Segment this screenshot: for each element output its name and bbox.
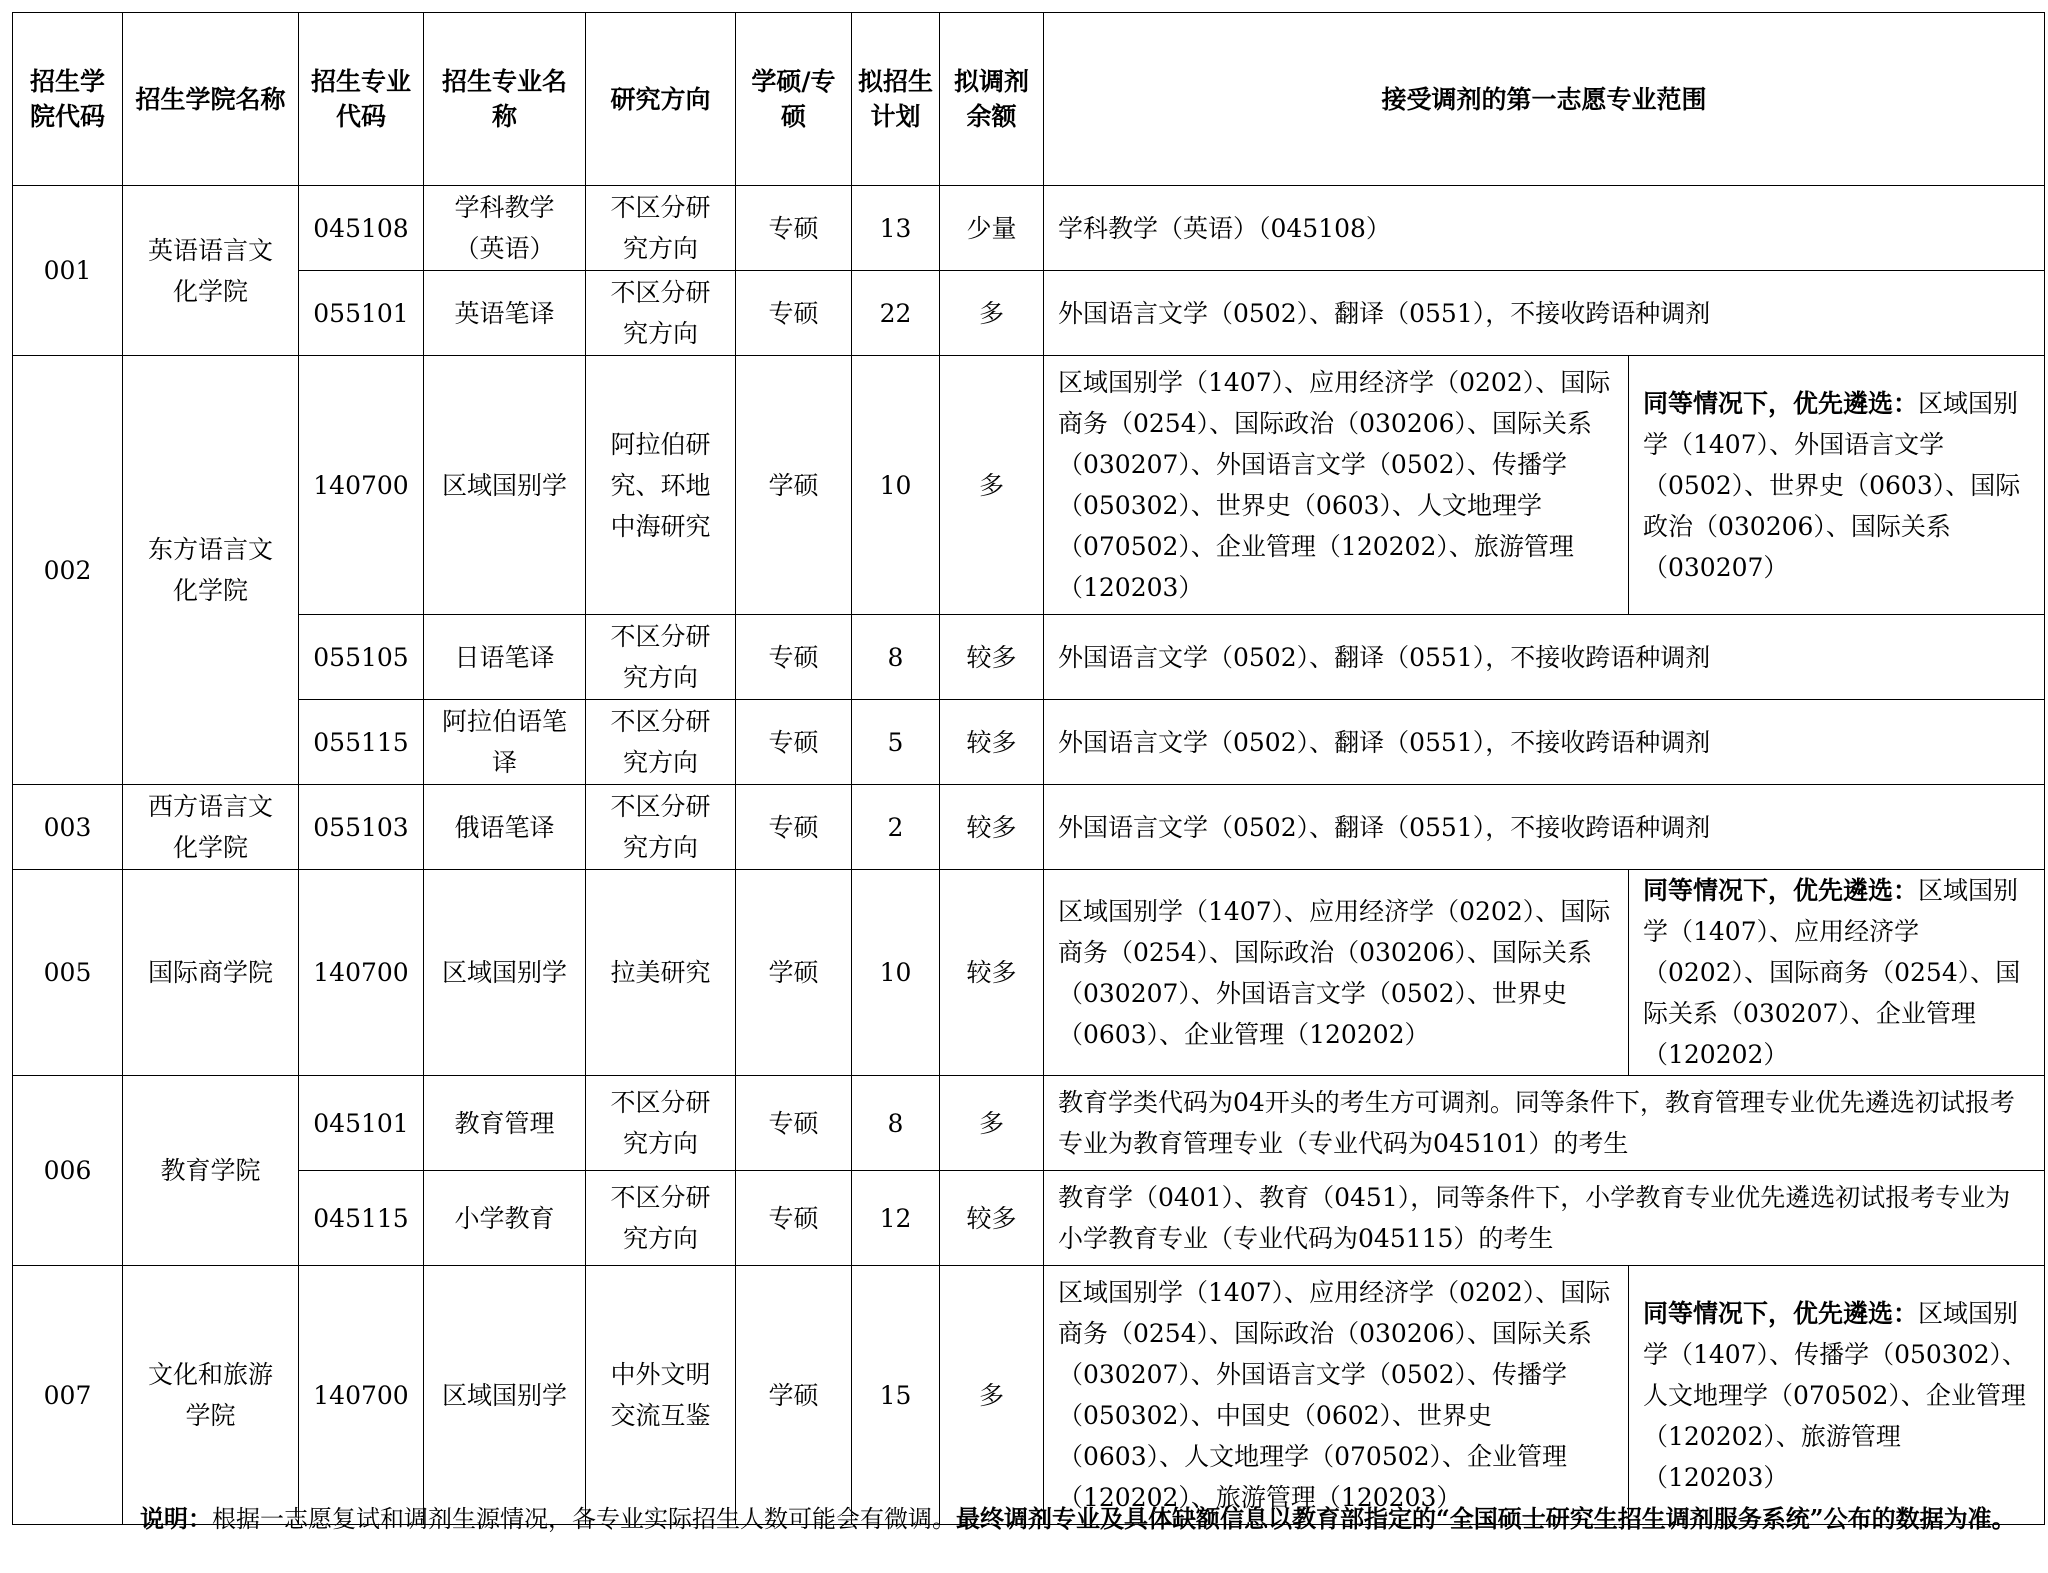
major-name: 俄语笔译 bbox=[424, 785, 586, 870]
major-name: 区域国别学 bbox=[424, 1266, 586, 1525]
college-name: 西方语言文化学院 bbox=[123, 785, 299, 870]
plan: 10 bbox=[852, 870, 940, 1076]
major-name: 区域国别学 bbox=[424, 870, 586, 1076]
college-name: 教育学院 bbox=[123, 1076, 299, 1266]
degree-type: 学硕 bbox=[736, 356, 852, 615]
remaining: 少量 bbox=[940, 186, 1044, 271]
direction: 阿拉伯研究、环地中海研究 bbox=[586, 356, 736, 615]
degree-type: 专硕 bbox=[736, 700, 852, 785]
table-row bbox=[13, 1076, 2045, 1171]
remaining: 多 bbox=[940, 271, 1044, 356]
header-row bbox=[13, 13, 2045, 186]
header-direction: 研究方向 bbox=[586, 13, 736, 186]
direction: 不区分研究方向 bbox=[586, 785, 736, 870]
remaining: 较多 bbox=[940, 615, 1044, 700]
major-code: 055101 bbox=[299, 271, 424, 356]
degree-type: 专硕 bbox=[736, 186, 852, 271]
header-plan: 拟招生计划 bbox=[852, 13, 940, 186]
table-row bbox=[13, 700, 2045, 785]
table-row bbox=[13, 870, 2045, 1076]
table-row bbox=[13, 1171, 2045, 1266]
major-code: 055103 bbox=[299, 785, 424, 870]
remaining: 多 bbox=[940, 1266, 1044, 1525]
priority bbox=[1629, 356, 2045, 615]
table-row bbox=[13, 186, 2045, 271]
degree-type: 专硕 bbox=[736, 1076, 852, 1171]
college-code: 002 bbox=[13, 356, 123, 785]
scope: 区域国别学（1407）、应用经济学（0202）、国际商务（0254）、国际政治（030206）、国际关系（030207）、外国语言文学（0502）、世界史（0603）、企业管理（120202） bbox=[1044, 870, 1629, 1076]
college-name: 文化和旅游学院 bbox=[123, 1266, 299, 1525]
scope: 区域国别学（1407）、应用经济学（0202）、国际商务（0254）、国际政治（030206）、国际关系（030207）、外国语言文学（0502）、传播学（050302）、中国史（0602）、世界史（0603）、人文地理学（070502）、企业管理（120202）、旅游管理（120203） bbox=[1044, 1266, 1629, 1525]
priority-text: 区域国别学（1407）、外国语言文学（0502）、世界史（0603）、国际政治（030206）、国际关系（030207） bbox=[1643, 388, 2021, 582]
footnote-label: 说明： bbox=[140, 1504, 212, 1533]
plan: 13 bbox=[852, 186, 940, 271]
college-name: 国际商学院 bbox=[123, 870, 299, 1076]
scope: 外国语言文学（0502）、翻译（0551），不接收跨语种调剂 bbox=[1044, 700, 2045, 785]
major-code: 140700 bbox=[299, 870, 424, 1076]
priority-label: 同等情况下，优先遴选： bbox=[1643, 388, 1919, 418]
priority-label: 同等情况下，优先遴选： bbox=[1643, 876, 1919, 905]
priority-label: 同等情况下，优先遴选： bbox=[1643, 1298, 1919, 1328]
scope: 外国语言文学（0502）、翻译（0551），不接收跨语种调剂 bbox=[1044, 271, 2045, 356]
degree-type: 专硕 bbox=[736, 615, 852, 700]
table-row bbox=[13, 785, 2045, 870]
college-code: 001 bbox=[13, 186, 123, 356]
major-name: 教育管理 bbox=[424, 1076, 586, 1171]
priority bbox=[1629, 1266, 2045, 1525]
college-code: 003 bbox=[13, 785, 123, 870]
header-degree-type: 学硕/专硕 bbox=[736, 13, 852, 186]
plan: 15 bbox=[852, 1266, 940, 1525]
major-code: 045108 bbox=[299, 186, 424, 271]
header-college-code: 招生学院代码 bbox=[13, 13, 123, 186]
direction: 不区分研究方向 bbox=[586, 1076, 736, 1171]
direction: 不区分研究方向 bbox=[586, 186, 736, 271]
header-major-name: 招生专业名称 bbox=[424, 13, 586, 186]
college-name: 东方语言文化学院 bbox=[123, 356, 299, 785]
priority bbox=[1629, 870, 2045, 1076]
degree-type: 专硕 bbox=[736, 1171, 852, 1266]
footnote-text: 根据一志愿复试和调剂生源情况，各专业实际招生人数可能会有微调。 bbox=[212, 1505, 956, 1533]
college-code: 006 bbox=[13, 1076, 123, 1266]
adjustment-table bbox=[12, 12, 2045, 1525]
direction: 不区分研究方向 bbox=[586, 1171, 736, 1266]
plan: 12 bbox=[852, 1171, 940, 1266]
header-remaining: 拟调剂余额 bbox=[940, 13, 1044, 186]
plan: 22 bbox=[852, 271, 940, 356]
table-row bbox=[13, 356, 2045, 615]
header-college-name: 招生学院名称 bbox=[123, 13, 299, 186]
remaining: 多 bbox=[940, 356, 1044, 615]
major-name: 学科教学（英语） bbox=[424, 186, 586, 271]
footnote-bold-text: 最终调剂专业及具体缺额信息以教育部指定的“全国硕士研究生招生调剂服务系统”公布的数据为准。 bbox=[956, 1504, 2016, 1533]
degree-type: 专硕 bbox=[736, 271, 852, 356]
footnote bbox=[140, 1502, 2030, 1536]
college-name: 英语语言文化学院 bbox=[123, 186, 299, 356]
major-name: 小学教育 bbox=[424, 1171, 586, 1266]
scope: 学科教学（英语）（045108） bbox=[1044, 186, 2045, 271]
major-code: 140700 bbox=[299, 356, 424, 615]
remaining: 多 bbox=[940, 1076, 1044, 1171]
major-code: 140700 bbox=[299, 1266, 424, 1525]
plan: 2 bbox=[852, 785, 940, 870]
major-code: 045101 bbox=[299, 1076, 424, 1171]
major-name: 英语笔译 bbox=[424, 271, 586, 356]
direction: 不区分研究方向 bbox=[586, 271, 736, 356]
plan: 8 bbox=[852, 615, 940, 700]
degree-type: 学硕 bbox=[736, 870, 852, 1076]
plan: 10 bbox=[852, 356, 940, 615]
priority-text: 区域国别学（1407）、传播学（050302）、人文地理学（070502）、企业管理（120202）、旅游管理（120203） bbox=[1643, 1298, 2028, 1492]
major-name: 区域国别学 bbox=[424, 356, 586, 615]
direction: 不区分研究方向 bbox=[586, 700, 736, 785]
scope: 外国语言文学（0502）、翻译（0551），不接收跨语种调剂 bbox=[1044, 785, 2045, 870]
direction: 中外文明交流互鉴 bbox=[586, 1266, 736, 1525]
degree-type: 学硕 bbox=[736, 1266, 852, 1525]
plan: 8 bbox=[852, 1076, 940, 1171]
scope: 区域国别学（1407）、应用经济学（0202）、国际商务（0254）、国际政治（030206）、国际关系（030207）、外国语言文学（0502）、传播学（050302）、世界史（0603）、人文地理学（070502）、企业管理（120202）、旅游管理（120203） bbox=[1044, 356, 1629, 615]
major-name: 阿拉伯语笔译 bbox=[424, 700, 586, 785]
major-code: 055105 bbox=[299, 615, 424, 700]
header-scope: 接受调剂的第一志愿专业范围 bbox=[1044, 13, 2045, 186]
remaining: 较多 bbox=[940, 700, 1044, 785]
college-code: 005 bbox=[13, 870, 123, 1076]
plan: 5 bbox=[852, 700, 940, 785]
scope: 教育学（0401）、教育（0451），同等条件下，小学教育专业优先遴选初试报考专业为小学教育专业（专业代码为045115）的考生 bbox=[1044, 1171, 2045, 1266]
remaining: 较多 bbox=[940, 1171, 1044, 1266]
major-code: 055115 bbox=[299, 700, 424, 785]
direction: 不区分研究方向 bbox=[586, 615, 736, 700]
table-row bbox=[13, 1266, 2045, 1525]
remaining: 较多 bbox=[940, 870, 1044, 1076]
header-major-code: 招生专业代码 bbox=[299, 13, 424, 186]
table-row bbox=[13, 271, 2045, 356]
remaining: 较多 bbox=[940, 785, 1044, 870]
table-row bbox=[13, 615, 2045, 700]
priority-text: 区域国别学（1407）、应用经济学（0202）、国际商务（0254）、国际关系（030207）、企业管理（120202） bbox=[1643, 876, 2021, 1069]
major-code: 045115 bbox=[299, 1171, 424, 1266]
college-code: 007 bbox=[13, 1266, 123, 1525]
direction: 拉美研究 bbox=[586, 870, 736, 1076]
scope: 教育学类代码为04开头的考生方可调剂。同等条件下，教育管理专业优先遴选初试报考专业为教育管理专业（专业代码为045101）的考生 bbox=[1044, 1076, 2045, 1171]
degree-type: 专硕 bbox=[736, 785, 852, 870]
major-name: 日语笔译 bbox=[424, 615, 586, 700]
scope: 外国语言文学（0502）、翻译（0551），不接收跨语种调剂 bbox=[1044, 615, 2045, 700]
